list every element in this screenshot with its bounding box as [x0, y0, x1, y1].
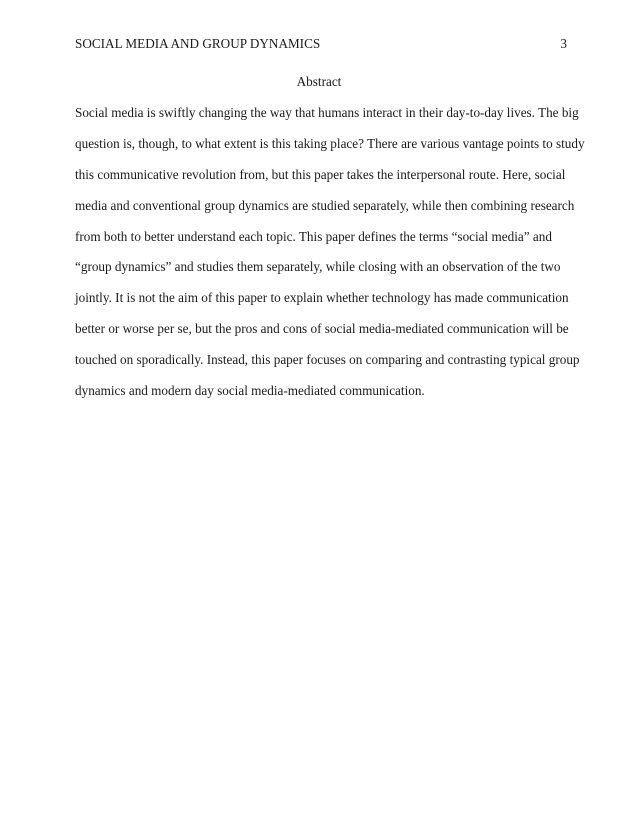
abstract-line: touched on sporadically. Instead, this paper focuses on comparing and contrasting typical group [75, 352, 580, 368]
running-head: SOCIAL MEDIA AND GROUP DYNAMICS [75, 36, 321, 51]
abstract-line: from both to better understand each topic. This paper defines the terms “social media” and [75, 228, 552, 244]
abstract-line: question is, though, to what extent is this taking place? There are various vantage points to study [75, 135, 585, 151]
page-number: 3 [560, 36, 567, 51]
abstract-line: “group dynamics” and studies them separately, while closing with an observation of the two [75, 259, 561, 275]
abstract-line: dynamics and modern day social media-mediated communication. [75, 383, 425, 399]
abstract-line: media and conventional group dynamics are studied separately, while then combining research [75, 197, 575, 213]
abstract-line: Social media is swiftly changing the way that humans interact in their day-to-day lives. The big [75, 105, 579, 120]
abstract-line: jointly. It is not the aim of this paper to explain whether technology has made communication [75, 290, 569, 306]
abstract-line: this communicative revolution from, but this paper takes the interpersonal route. Here, social [75, 166, 566, 182]
abstract-heading: Abstract [296, 74, 342, 89]
abstract-line: better or worse per se, but the pros and cons of social media-mediated communication will be [75, 321, 569, 337]
abstract-body [75, 98, 585, 407]
